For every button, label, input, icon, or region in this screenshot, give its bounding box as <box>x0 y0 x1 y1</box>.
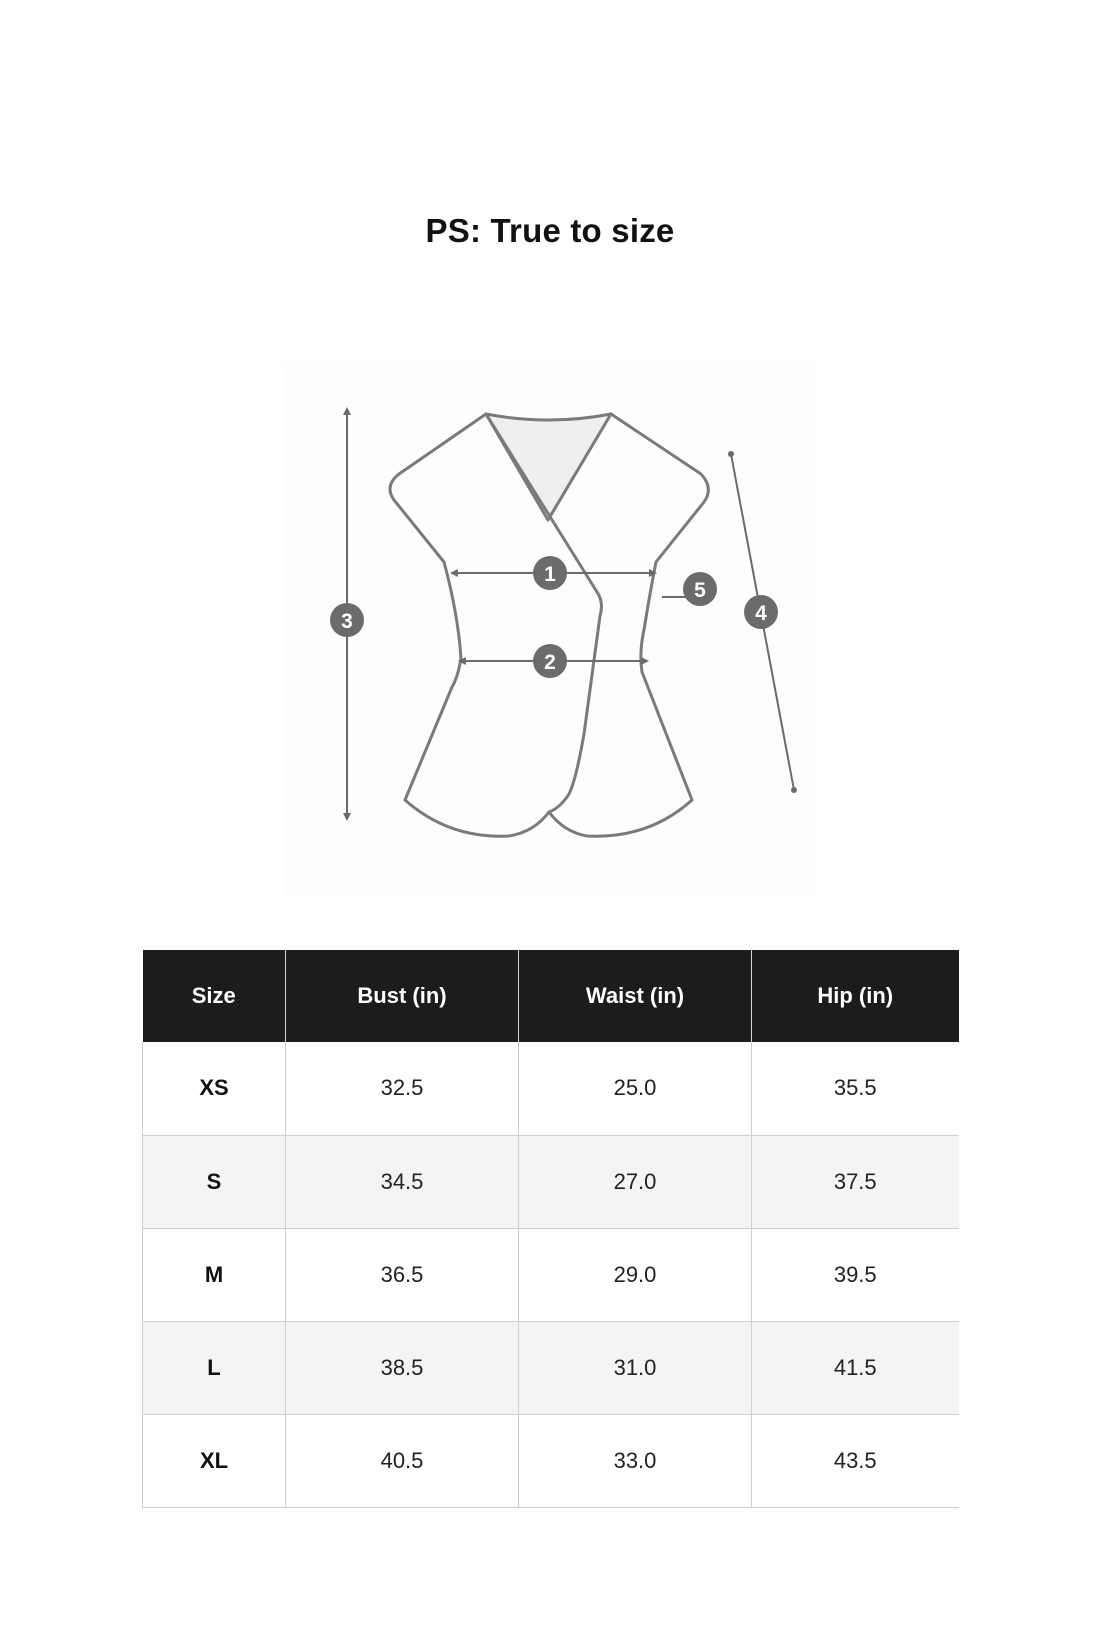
marker-5 <box>683 572 717 606</box>
svg-text:3: 3 <box>341 610 353 633</box>
size-cell: L <box>143 1321 286 1414</box>
bust-cell: 40.5 <box>286 1414 519 1507</box>
hip-cell: 35.5 <box>752 1042 959 1135</box>
size-cell: XL <box>143 1414 286 1507</box>
marker-3 <box>330 603 364 637</box>
length-arrow-top <box>343 407 351 415</box>
svg-text:5: 5 <box>694 579 706 602</box>
bust-cell: 38.5 <box>286 1321 519 1414</box>
page-title: PS: True to size <box>425 212 675 249</box>
bust-cell: 34.5 <box>286 1135 519 1228</box>
vest-outline-drawing <box>284 362 816 895</box>
size-cell: S <box>143 1135 286 1228</box>
waist-cell: 33.0 <box>519 1414 752 1507</box>
table-row <box>143 1135 959 1228</box>
table-row <box>143 1321 959 1414</box>
svg-text:2: 2 <box>544 651 556 674</box>
side-measure-end-top <box>728 451 734 457</box>
waist-cell: 29.0 <box>519 1228 752 1321</box>
length-arrow-bottom <box>343 813 351 821</box>
header-size: Size <box>143 950 286 1042</box>
size-chart-table <box>142 950 959 1508</box>
header-hip: Hip (in) <box>752 950 959 1042</box>
side-measure-end-bottom <box>791 787 797 793</box>
bust-cell: 36.5 <box>286 1228 519 1321</box>
bust-arrow-left <box>450 569 458 577</box>
marker-4 <box>744 595 778 629</box>
waist-arrow-right <box>641 657 649 665</box>
table-row <box>143 1228 959 1321</box>
bust-cell: 32.5 <box>286 1042 519 1135</box>
table-row <box>143 1042 959 1135</box>
header-bust: Bust (in) <box>286 950 519 1042</box>
neckline-inset <box>486 414 611 520</box>
size-cell: M <box>143 1228 286 1321</box>
svg-text:4: 4 <box>755 602 767 625</box>
garment-measurement-diagram <box>284 362 816 895</box>
table-row <box>143 1414 959 1507</box>
marker-2 <box>533 644 567 678</box>
hip-cell: 43.5 <box>752 1414 959 1507</box>
hip-cell: 39.5 <box>752 1228 959 1321</box>
svg-text:1: 1 <box>544 563 556 586</box>
waist-cell: 27.0 <box>519 1135 752 1228</box>
marker-1 <box>533 556 567 590</box>
waist-cell: 25.0 <box>519 1042 752 1135</box>
table-header-row <box>143 950 959 1042</box>
hip-cell: 37.5 <box>752 1135 959 1228</box>
header-waist: Waist (in) <box>519 950 752 1042</box>
waist-cell: 31.0 <box>519 1321 752 1414</box>
size-cell: XS <box>143 1042 286 1135</box>
hip-cell: 41.5 <box>752 1321 959 1414</box>
